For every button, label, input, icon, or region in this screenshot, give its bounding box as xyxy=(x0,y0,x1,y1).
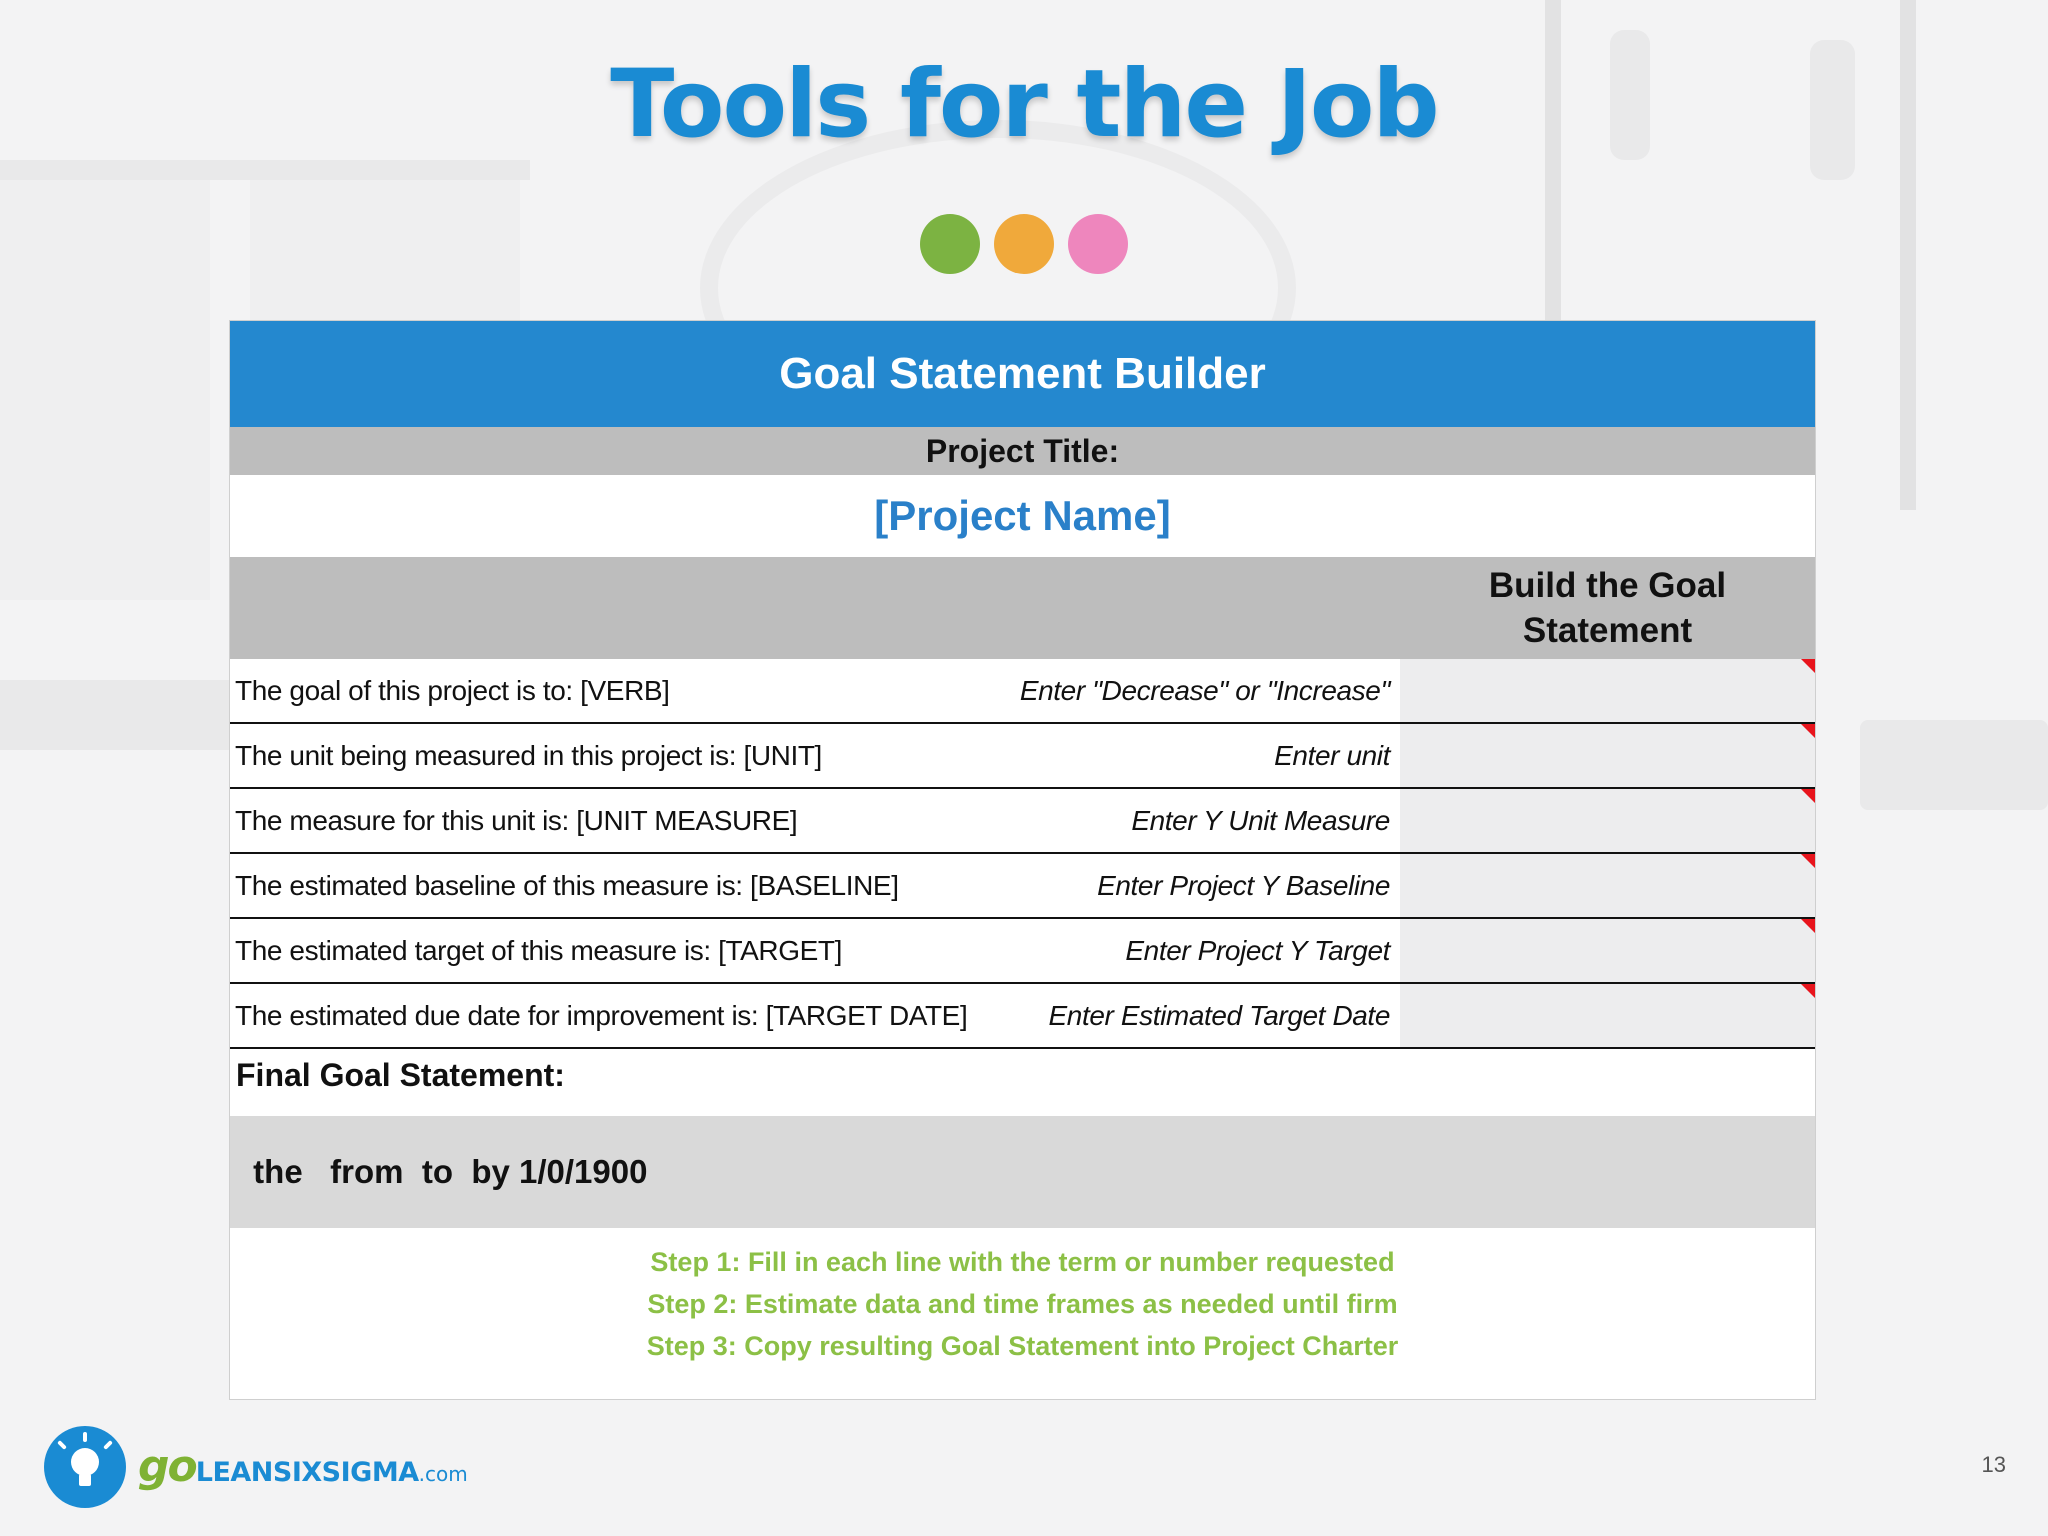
background-table xyxy=(1860,720,2048,810)
comment-flag-icon[interactable] xyxy=(1801,919,1815,933)
slide-title: Tools for the Job xyxy=(610,50,1438,159)
builder-header: Goal Statement Builder xyxy=(230,321,1815,427)
row-label: The unit being measured in this project is: [UNIT] xyxy=(235,740,822,771)
row-target-date xyxy=(230,984,1815,1049)
row-unit xyxy=(230,724,1815,789)
dot-pink xyxy=(1068,214,1128,274)
unit-input[interactable] xyxy=(1400,724,1815,787)
row-verb xyxy=(230,659,1815,724)
background-counter xyxy=(0,680,229,750)
step-1: Step 1: Fill in each line with the term or number requested xyxy=(650,1247,1395,1277)
row-hint: Enter unit xyxy=(1274,740,1390,771)
column-header-build-goal: Build the Goal Statement xyxy=(1488,566,1727,650)
comment-flag-icon[interactable] xyxy=(1801,724,1815,738)
row-hint: Enter Y Unit Measure xyxy=(1131,805,1390,836)
row-hint: Enter Project Y Baseline xyxy=(1097,870,1390,901)
verb-input[interactable] xyxy=(1400,659,1815,722)
row-label: The goal of this project is to: [VERB] xyxy=(235,675,670,706)
project-name-field[interactable]: [Project Name] xyxy=(874,492,1171,539)
final-goal-statement-box xyxy=(230,1116,1815,1228)
row-unit-measure xyxy=(230,789,1815,854)
row-label: The estimated target of this measure is: [TARGET] xyxy=(235,935,842,966)
row-target xyxy=(230,919,1815,984)
brand-tld: .com xyxy=(418,1462,468,1486)
brand-name: LEANSIXSIGMA xyxy=(195,1457,419,1488)
row-hint: Enter Estimated Target Date xyxy=(1048,1000,1390,1031)
goal-statement-builder-sheet xyxy=(229,320,1816,1400)
instructions xyxy=(230,1241,1815,1367)
brand-go: go xyxy=(138,1441,196,1492)
step-2: Step 2: Estimate data and time frames as needed until firm xyxy=(647,1289,1398,1319)
final-goal-statement-label: Final Goal Statement: xyxy=(236,1057,565,1093)
bulb-ray xyxy=(83,1432,87,1442)
baseline-input[interactable] xyxy=(1400,854,1815,917)
target-date-input[interactable] xyxy=(1400,984,1815,1047)
comment-flag-icon[interactable] xyxy=(1801,854,1815,868)
row-label: The estimated due date for improvement is: [TARGET DATE] xyxy=(235,1000,968,1031)
bulb-ray xyxy=(103,1440,113,1450)
step-3: Step 3: Copy resulting Goal Statement into Project Charter xyxy=(646,1331,1399,1361)
bulb-base xyxy=(79,1474,91,1486)
target-input[interactable] xyxy=(1400,919,1815,982)
row-label: The estimated baseline of this measure is: [BASELINE] xyxy=(235,870,899,901)
comment-flag-icon[interactable] xyxy=(1801,984,1815,998)
brand-logo[interactable] xyxy=(138,1442,468,1492)
decorative-dots xyxy=(0,214,2048,274)
row-hint: Enter "Decrease" or "Increase" xyxy=(1019,675,1390,706)
background-window-frame xyxy=(0,160,530,180)
bulb-ray xyxy=(57,1440,67,1450)
bulb-glass xyxy=(71,1448,99,1476)
dot-orange xyxy=(994,214,1054,274)
comment-flag-icon[interactable] xyxy=(1801,789,1815,803)
row-baseline xyxy=(230,854,1815,919)
comment-flag-icon[interactable] xyxy=(1801,659,1815,673)
project-title-label: Project Title: xyxy=(230,427,1815,475)
page-number: 13 xyxy=(1981,1452,2006,1477)
dot-green xyxy=(920,214,980,274)
column-header-bar xyxy=(230,557,1815,659)
lightbulb-icon xyxy=(44,1426,126,1508)
row-hint: Enter Project Y Target xyxy=(1125,935,1390,966)
row-label: The measure for this unit is: [UNIT MEASURE] xyxy=(235,805,798,836)
final-goal-statement-text: the from to by 1/0/1900 xyxy=(244,1153,648,1190)
unit-measure-input[interactable] xyxy=(1400,789,1815,852)
